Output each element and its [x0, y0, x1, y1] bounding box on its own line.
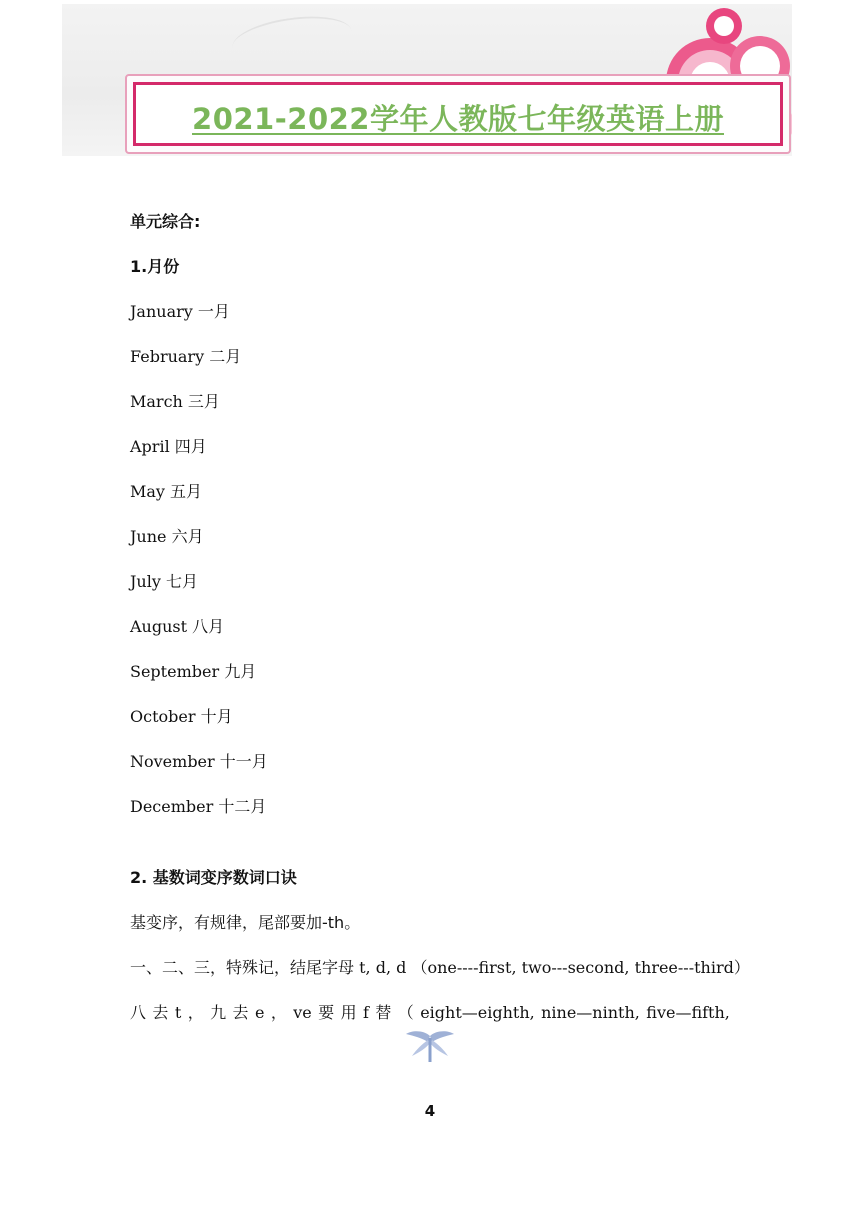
month-row-may: [130, 482, 202, 502]
page-number: 4: [424, 1102, 436, 1120]
month-row-july: [130, 572, 198, 592]
month-row-march: [130, 392, 220, 412]
rule-word: f: [363, 1003, 369, 1022]
rule-word: five—fifth,: [646, 1003, 730, 1022]
month-cn: 九月: [219, 662, 257, 681]
month-cn: 七月: [160, 572, 198, 591]
header-banner: [62, 4, 792, 156]
month-cn: 六月: [166, 527, 204, 546]
footer-ornament-icon: [404, 1028, 456, 1064]
rule-word: ，: [270, 1003, 287, 1022]
rule-word: 要: [318, 1003, 335, 1022]
ordinal-heading: 2. 基数词变序数词口诀: [130, 868, 297, 887]
rule-word: 替: [375, 1003, 392, 1022]
rule-word: 去: [232, 1003, 249, 1022]
month-en: July: [130, 572, 161, 591]
month-row-january: [130, 302, 230, 322]
month-en: January: [130, 302, 193, 321]
month-row-february: [130, 347, 241, 367]
month-en: March: [130, 392, 183, 411]
month-row-december: [130, 797, 266, 817]
month-row-september: [130, 662, 256, 682]
document-title: 2021-2022学年人教版七年级英语上册: [192, 102, 724, 136]
month-en: February: [130, 347, 205, 366]
month-en: May: [130, 482, 165, 501]
rule-line-3: [130, 1003, 730, 1023]
month-row-june: [130, 527, 204, 547]
month-row-april: [130, 437, 207, 457]
month-cn: 一月: [192, 302, 230, 321]
month-cn: 五月: [164, 482, 203, 501]
month-cn: 十一月: [214, 752, 268, 771]
month-row-october: [130, 707, 233, 727]
months-heading: 1.月份: [130, 257, 180, 276]
rule-word: 八: [130, 1003, 147, 1022]
rule-word: 去: [152, 1003, 169, 1022]
rule-word: e: [254, 1003, 265, 1022]
month-en: April: [130, 437, 170, 456]
rule-word: 用: [340, 1003, 357, 1022]
month-row-november: [130, 752, 268, 772]
month-cn: 三月: [182, 392, 220, 411]
month-cn: 八月: [187, 617, 225, 636]
rule-word: 九: [210, 1003, 227, 1022]
title-inner-border: [133, 82, 783, 146]
month-en: December: [130, 797, 214, 816]
rule-word: eight—eighth,: [420, 1003, 535, 1022]
rule-word: t: [174, 1003, 182, 1022]
rule-word: nine—ninth,: [541, 1003, 640, 1022]
rule-line-2-en: t, d, d （one----first, two---second, three---third）: [354, 958, 750, 977]
rule-line-2-cn: 一、二、三，特殊记，结尾字母: [130, 958, 355, 977]
month-en: September: [130, 662, 220, 681]
month-cn: 十二月: [213, 797, 267, 816]
rule-line-2: [130, 958, 750, 978]
rule-word: ve: [293, 1003, 312, 1022]
month-cn: 四月: [169, 437, 207, 456]
month-en: June: [130, 527, 167, 546]
decorative-swirl: [230, 10, 355, 68]
month-cn: 十月: [195, 707, 233, 726]
month-cn: 二月: [204, 347, 242, 366]
month-row-august: [130, 617, 224, 637]
title-frame: [125, 74, 791, 154]
rule-word: ，: [187, 1003, 204, 1022]
month-en: November: [130, 752, 215, 771]
month-en: October: [130, 707, 196, 726]
section-title: 单元综合:: [130, 212, 201, 231]
rule-word: （: [397, 1003, 414, 1022]
rule-line-1: 基变序，有规律，尾部要加-th。: [130, 913, 361, 932]
month-en: August: [130, 617, 188, 636]
